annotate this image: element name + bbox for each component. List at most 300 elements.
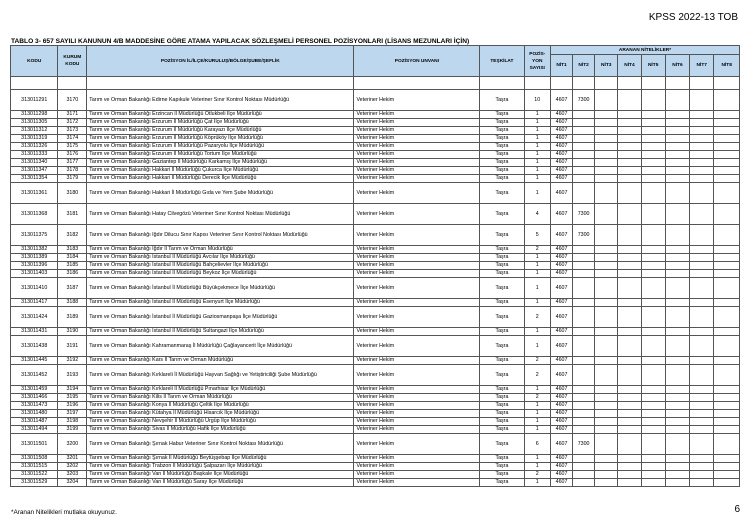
cell-nit6 [665,90,689,111]
cell-nit4 [618,434,641,455]
cell-nit1: 4607 [551,299,573,307]
cell-teskilat: Taşra [480,357,524,365]
cell-kodu: 313011347 [11,167,58,175]
cell-kurum-kodu: 3202 [58,463,87,471]
cell-nit6 [665,336,689,357]
cell-nit5 [641,151,665,159]
cell-nit1: 4607 [551,111,573,119]
cell-kurum-kodu: 3175 [58,143,87,151]
table-row [11,111,740,119]
cell-nit3 [595,410,618,418]
cell-unvan: Veteriner Hekim [354,410,480,418]
cell-nit5 [641,127,665,135]
table-row [11,479,740,487]
cell-nit8 [714,167,740,175]
cell-kodu: 313011529 [11,479,58,487]
cell-kodu: 313011305 [11,119,58,127]
cell-nit1: 4607 [551,426,573,434]
cell-nit6 [665,418,689,426]
cell-nit6 [665,471,689,479]
cell-sayisi: 1 [524,143,551,151]
cell-unvan: Veteriner Hekim [354,254,480,262]
cell-nit1: 4607 [551,167,573,175]
cell-nit1: 4607 [551,254,573,262]
cell-pozisyon-il: Tarım ve Orman Bakanlığı Şırnak Habur Veteriner Sınır Kontrol Noktası Müdürlüğü [87,434,354,455]
cell-kodu: 313011466 [11,394,58,402]
cell-nit6 [665,479,689,487]
cell-kodu: 313011522 [11,471,58,479]
cell-nit1: 4607 [551,135,573,143]
cell-pozisyon-il: Tarım ve Orman Bakanlığı İstanbul İl Müdürlüğü Avcılar İlçe Müdürlüğü [87,254,354,262]
cell-nit7 [690,328,714,336]
table-row [11,225,740,246]
cell-unvan: Veteriner Hekim [354,307,480,328]
cell-kodu: 313011326 [11,143,58,151]
cell-nit1: 4607 [551,402,573,410]
cell-kurum-kodu: 3185 [58,262,87,270]
cell-nit4 [618,357,641,365]
col-sayisi: POZİS-YON SAYISI [524,46,551,77]
cell-pozisyon-il: Tarım ve Orman Bakanlığı Nevşehir İl Müdürlüğü Ürgüp İlçe Müdürlüğü [87,418,354,426]
cell-nit1: 4607 [551,159,573,167]
cell-nit8 [714,410,740,418]
cell-nit1: 4607 [551,365,573,386]
table-row [11,127,740,135]
footnote: *Aranan Nitelikleri mutlaka okuyunuz. [11,509,117,516]
cell-nit3 [595,159,618,167]
cell-nit7 [690,119,714,127]
table-row [11,434,740,455]
cell-kodu: 313011494 [11,426,58,434]
cell-pozisyon-il: Tarım ve Orman Bakanlığı Kahramanmaraş İl Müdürlüğü Çağlayancerit İlçe Müdürlüğü [87,336,354,357]
cell-nit5 [641,418,665,426]
cell-nit5 [641,159,665,167]
cell-nit6 [665,270,689,278]
cell-nit1: 4607 [551,386,573,394]
cell-unvan: Veteriner Hekim [354,159,480,167]
cell-pozisyon-il: Tarım ve Orman Bakanlığı Erzurum İl Müdürlüğü Tortum İlçe Müdürlüğü [87,151,354,159]
cell-kurum-kodu: 3180 [58,183,87,204]
cell-kurum-kodu: 3172 [58,119,87,127]
cell-nit3 [595,167,618,175]
cell-nit3 [595,394,618,402]
cell-pozisyon-il: Tarım ve Orman Bakanlığı Erzurum İl Müdürlüğü Köprüköy İlçe Müdürlüğü [87,135,354,143]
cell-nit5 [641,307,665,328]
cell-nit6 [665,386,689,394]
cell-sayisi: 1 [524,426,551,434]
cell-nit2 [573,143,595,151]
cell-nit4 [618,225,641,246]
cell-nit5 [641,111,665,119]
cell-kurum-kodu: 3184 [58,254,87,262]
cell-nit3 [595,111,618,119]
cell-sayisi: 2 [524,365,551,386]
cell-nit2 [573,402,595,410]
spacer-row [11,77,740,90]
cell-pozisyon-il: Tarım ve Orman Bakanlığı Kırklareli İl Müdürlüğü Hayvan Sağlığı ve Yetiştiriciliği Şube Müdürlüğü [87,365,354,386]
cell-nit4 [618,254,641,262]
cell-nit8 [714,159,740,167]
table-row [11,159,740,167]
cell-nit7 [690,225,714,246]
cell-pozisyon-il: Tarım ve Orman Bakanlığı Van İl Müdürlüğü Saray İlçe Müdürlüğü [87,479,354,487]
cell-pozisyon-il: Tarım ve Orman Bakanlığı İstanbul İl Müdürlüğü Büyükçekmece İlçe Müdürlüğü [87,278,354,299]
cell-sayisi: 1 [524,167,551,175]
cell-kodu: 313011410 [11,278,58,299]
cell-pozisyon-il: Tarım ve Orman Bakanlığı Kırklareli İl Müdürlüğü Pınarhisar İlçe Müdürlüğü [87,386,354,394]
cell-kodu: 313011473 [11,402,58,410]
cell-nit1: 4607 [551,463,573,471]
cell-teskilat: Taşra [480,278,524,299]
cell-pozisyon-il: Tarım ve Orman Bakanlığı Erzurum İl Müdürlüğü Pazaryolu İlçe Müdürlüğü [87,143,354,151]
cell-unvan: Veteriner Hekim [354,151,480,159]
cell-nit8 [714,127,740,135]
cell-unvan: Veteriner Hekim [354,246,480,254]
cell-nit3 [595,418,618,426]
cell-sayisi: 1 [524,278,551,299]
col-nit8: NİT8 [714,55,740,77]
col-nit4: NİT4 [618,55,641,77]
cell-nit2 [573,328,595,336]
cell-nit8 [714,143,740,151]
cell-nit4 [618,402,641,410]
cell-kurum-kodu: 3179 [58,175,87,183]
cell-nit4 [618,183,641,204]
cell-nit8 [714,426,740,434]
cell-nit7 [690,151,714,159]
cell-unvan: Veteriner Hekim [354,143,480,151]
cell-nit5 [641,299,665,307]
table-row [11,151,740,159]
cell-nit8 [714,204,740,225]
cell-nit5 [641,402,665,410]
cell-nit2: 7300 [573,204,595,225]
cell-kurum-kodu: 3183 [58,246,87,254]
cell-nit4 [618,410,641,418]
cell-pozisyon-il: Tarım ve Orman Bakanlığı Trabzon İl Müdürlüğü Şalpazarı İlçe Müdürlüğü [87,463,354,471]
col-kurum-kodu: KURUM KODU [58,46,87,77]
cell-kurum-kodu: 3193 [58,365,87,386]
cell-nit4 [618,394,641,402]
cell-nit8 [714,418,740,426]
cell-nit6 [665,246,689,254]
cell-nit4 [618,90,641,111]
cell-unvan: Veteriner Hekim [354,463,480,471]
cell-sayisi: 1 [524,479,551,487]
cell-nit5 [641,135,665,143]
cell-pozisyon-il: Tarım ve Orman Bakanlığı Iğdır Dilucu Sınır Kapısı Veteriner Sınır Kontrol Noktası Müdürlüğü [87,225,354,246]
cell-nit6 [665,183,689,204]
cell-unvan: Veteriner Hekim [354,365,480,386]
cell-pozisyon-il: Tarım ve Orman Bakanlığı Kars İl Tarım ve Orman Müdürlüğü [87,357,354,365]
cell-nit2 [573,418,595,426]
cell-teskilat: Taşra [480,463,524,471]
cell-nit2 [573,426,595,434]
cell-kurum-kodu: 3204 [58,479,87,487]
cell-nit2 [573,307,595,328]
cell-nit3 [595,270,618,278]
cell-sayisi: 2 [524,307,551,328]
cell-nit6 [665,119,689,127]
cell-kodu: 313011312 [11,127,58,135]
cell-kodu: 313011438 [11,336,58,357]
cell-unvan: Veteriner Hekim [354,386,480,394]
cell-nit3 [595,471,618,479]
cell-teskilat: Taşra [480,455,524,463]
table-row [11,328,740,336]
table-title: TABLO 3- 657 SAYILI KANUNUN 4/B MADDESİNE GÖRE ATAMA YAPILACAK SÖZLEŞMELİ PERSONEL POZİSYONLARI (LİSANS MEZUNLARI İÇİN) [11,38,470,45]
cell-nit2 [573,455,595,463]
cell-pozisyon-il: Tarım ve Orman Bakanlığı Erzurum İl Müdürlüğü Karayazı İlçe Müdürlüğü [87,127,354,135]
cell-kurum-kodu: 3199 [58,426,87,434]
cell-nit7 [690,394,714,402]
cell-nit2 [573,167,595,175]
cell-nit1: 4607 [551,328,573,336]
cell-teskilat: Taşra [480,183,524,204]
cell-kodu: 313011487 [11,418,58,426]
cell-nit4 [618,336,641,357]
col-teskilat: TEŞKİLAT [480,46,524,77]
cell-nit3 [595,365,618,386]
cell-sayisi: 1 [524,175,551,183]
cell-sayisi: 1 [524,418,551,426]
cell-nit3 [595,204,618,225]
cell-nit5 [641,225,665,246]
cell-nit8 [714,183,740,204]
cell-kurum-kodu: 3188 [58,299,87,307]
table-row [11,410,740,418]
table-row [11,471,740,479]
cell-nit1: 4607 [551,336,573,357]
cell-teskilat: Taşra [480,402,524,410]
cell-nit7 [690,111,714,119]
cell-nit7 [690,336,714,357]
cell-nit7 [690,471,714,479]
cell-kurum-kodu: 3200 [58,434,87,455]
cell-nit8 [714,254,740,262]
cell-teskilat: Taşra [480,410,524,418]
cell-nit3 [595,386,618,394]
cell-kurum-kodu: 3170 [58,90,87,111]
cell-nit2 [573,410,595,418]
cell-teskilat: Taşra [480,386,524,394]
cell-teskilat: Taşra [480,254,524,262]
cell-nit5 [641,270,665,278]
cell-nit7 [690,410,714,418]
cell-kurum-kodu: 3195 [58,394,87,402]
cell-nit3 [595,119,618,127]
table-row [11,119,740,127]
cell-nit4 [618,426,641,434]
cell-sayisi: 1 [524,183,551,204]
cell-nit3 [595,175,618,183]
cell-pozisyon-il: Tarım ve Orman Bakanlığı Kütahya İl Müdürlüğü Hisarcık İlçe Müdürlüğü [87,410,354,418]
cell-kurum-kodu: 3190 [58,328,87,336]
cell-nit5 [641,394,665,402]
table-row [11,167,740,175]
cell-nit3 [595,262,618,270]
cell-teskilat: Taşra [480,328,524,336]
cell-nit8 [714,479,740,487]
cell-nit3 [595,127,618,135]
cell-nit4 [618,328,641,336]
cell-nit4 [618,143,641,151]
cell-teskilat: Taşra [480,204,524,225]
cell-sayisi: 1 [524,328,551,336]
cell-nit5 [641,479,665,487]
cell-nit7 [690,307,714,328]
cell-nit6 [665,365,689,386]
cell-nit7 [690,143,714,151]
col-nit3: NİT3 [595,55,618,77]
cell-pozisyon-il: Tarım ve Orman Bakanlığı Erzurum İl Müdürlüğü Çat İlçe Müdürlüğü [87,119,354,127]
table-row [11,299,740,307]
cell-nit6 [665,167,689,175]
cell-nit1: 4607 [551,90,573,111]
cell-nit5 [641,463,665,471]
cell-nit6 [665,410,689,418]
col-kodu: KODU [11,46,58,77]
cell-sayisi: 2 [524,471,551,479]
cell-teskilat: Taşra [480,365,524,386]
cell-sayisi: 1 [524,119,551,127]
cell-nit6 [665,262,689,270]
cell-nit2 [573,151,595,159]
cell-nit5 [641,365,665,386]
cell-nit4 [618,270,641,278]
cell-kurum-kodu: 3177 [58,159,87,167]
cell-nit6 [665,151,689,159]
cell-nit6 [665,357,689,365]
cell-nit2 [573,278,595,299]
cell-nit7 [690,159,714,167]
cell-kurum-kodu: 3182 [58,225,87,246]
cell-nit7 [690,278,714,299]
cell-kurum-kodu: 3194 [58,386,87,394]
cell-nit4 [618,159,641,167]
cell-nit6 [665,127,689,135]
cell-sayisi: 1 [524,299,551,307]
cell-nit5 [641,278,665,299]
cell-nit7 [690,262,714,270]
cell-nit1: 4607 [551,175,573,183]
cell-kodu: 313011340 [11,159,58,167]
cell-nit2 [573,479,595,487]
cell-nit8 [714,90,740,111]
cell-kurum-kodu: 3174 [58,135,87,143]
cell-nit2: 7300 [573,225,595,246]
cell-sayisi: 1 [524,262,551,270]
cell-nit2 [573,254,595,262]
cell-kurum-kodu: 3187 [58,278,87,299]
cell-nit8 [714,307,740,328]
cell-nit7 [690,175,714,183]
cell-nit1: 4607 [551,270,573,278]
cell-sayisi: 10 [524,90,551,111]
cell-kurum-kodu: 3173 [58,127,87,135]
cell-nit7 [690,418,714,426]
cell-kodu: 313011403 [11,270,58,278]
col-nit6: NİT6 [665,55,689,77]
cell-nit1: 4607 [551,479,573,487]
cell-nit7 [690,127,714,135]
cell-kurum-kodu: 3189 [58,307,87,328]
cell-sayisi: 1 [524,151,551,159]
cell-sayisi: 1 [524,410,551,418]
cell-nit6 [665,175,689,183]
cell-nit4 [618,299,641,307]
col-nit2: NİT2 [573,55,595,77]
cell-nit5 [641,246,665,254]
cell-teskilat: Taşra [480,225,524,246]
cell-teskilat: Taşra [480,151,524,159]
cell-kurum-kodu: 3197 [58,410,87,418]
cell-unvan: Veteriner Hekim [354,479,480,487]
cell-nit7 [690,455,714,463]
cell-kurum-kodu: 3203 [58,471,87,479]
cell-nit6 [665,135,689,143]
cell-kurum-kodu: 3196 [58,402,87,410]
cell-kodu: 313011424 [11,307,58,328]
cell-nit1: 4607 [551,410,573,418]
cell-unvan: Veteriner Hekim [354,394,480,402]
cell-sayisi: 1 [524,463,551,471]
cell-kurum-kodu: 3192 [58,357,87,365]
cell-nit1: 4607 [551,143,573,151]
cell-nit1: 4607 [551,307,573,328]
cell-nit6 [665,299,689,307]
cell-nit4 [618,151,641,159]
cell-teskilat: Taşra [480,336,524,357]
cell-nit2 [573,365,595,386]
cell-nit8 [714,365,740,386]
table-row [11,204,740,225]
cell-teskilat: Taşra [480,119,524,127]
cell-nit5 [641,204,665,225]
cell-nit2 [573,183,595,204]
cell-unvan: Veteriner Hekim [354,402,480,410]
cell-nit8 [714,135,740,143]
cell-pozisyon-il: Tarım ve Orman Bakanlığı Edirne Kapıkule Veteriner Sınır Kontrol Noktası Müdürlüğü [87,90,354,111]
cell-nit8 [714,328,740,336]
cell-nit5 [641,143,665,151]
cell-nit6 [665,463,689,471]
cell-nit4 [618,111,641,119]
col-pozisyon-il: POZİSYON İL/İLÇE/KURULUŞ/BÖLGE/ŞUBE/ŞEFLİK [87,46,354,77]
table-row [11,455,740,463]
cell-teskilat: Taşra [480,143,524,151]
cell-teskilat: Taşra [480,159,524,167]
cell-nit2 [573,159,595,167]
cell-nit7 [690,135,714,143]
cell-kurum-kodu: 3191 [58,336,87,357]
cell-nit8 [714,246,740,254]
cell-nit3 [595,151,618,159]
cell-nit3 [595,183,618,204]
cell-unvan: Veteriner Hekim [354,225,480,246]
cell-nit6 [665,225,689,246]
cell-nit6 [665,434,689,455]
cell-nit7 [690,426,714,434]
cell-pozisyon-il: Tarım ve Orman Bakanlığı İstanbul İl Müdürlüğü Bahçelievler İlçe Müdürlüğü [87,262,354,270]
cell-nit5 [641,183,665,204]
table-row [11,426,740,434]
cell-nit5 [641,262,665,270]
cell-sayisi: 1 [524,159,551,167]
cell-nit5 [641,119,665,127]
cell-kurum-kodu: 3198 [58,418,87,426]
cell-nit8 [714,119,740,127]
